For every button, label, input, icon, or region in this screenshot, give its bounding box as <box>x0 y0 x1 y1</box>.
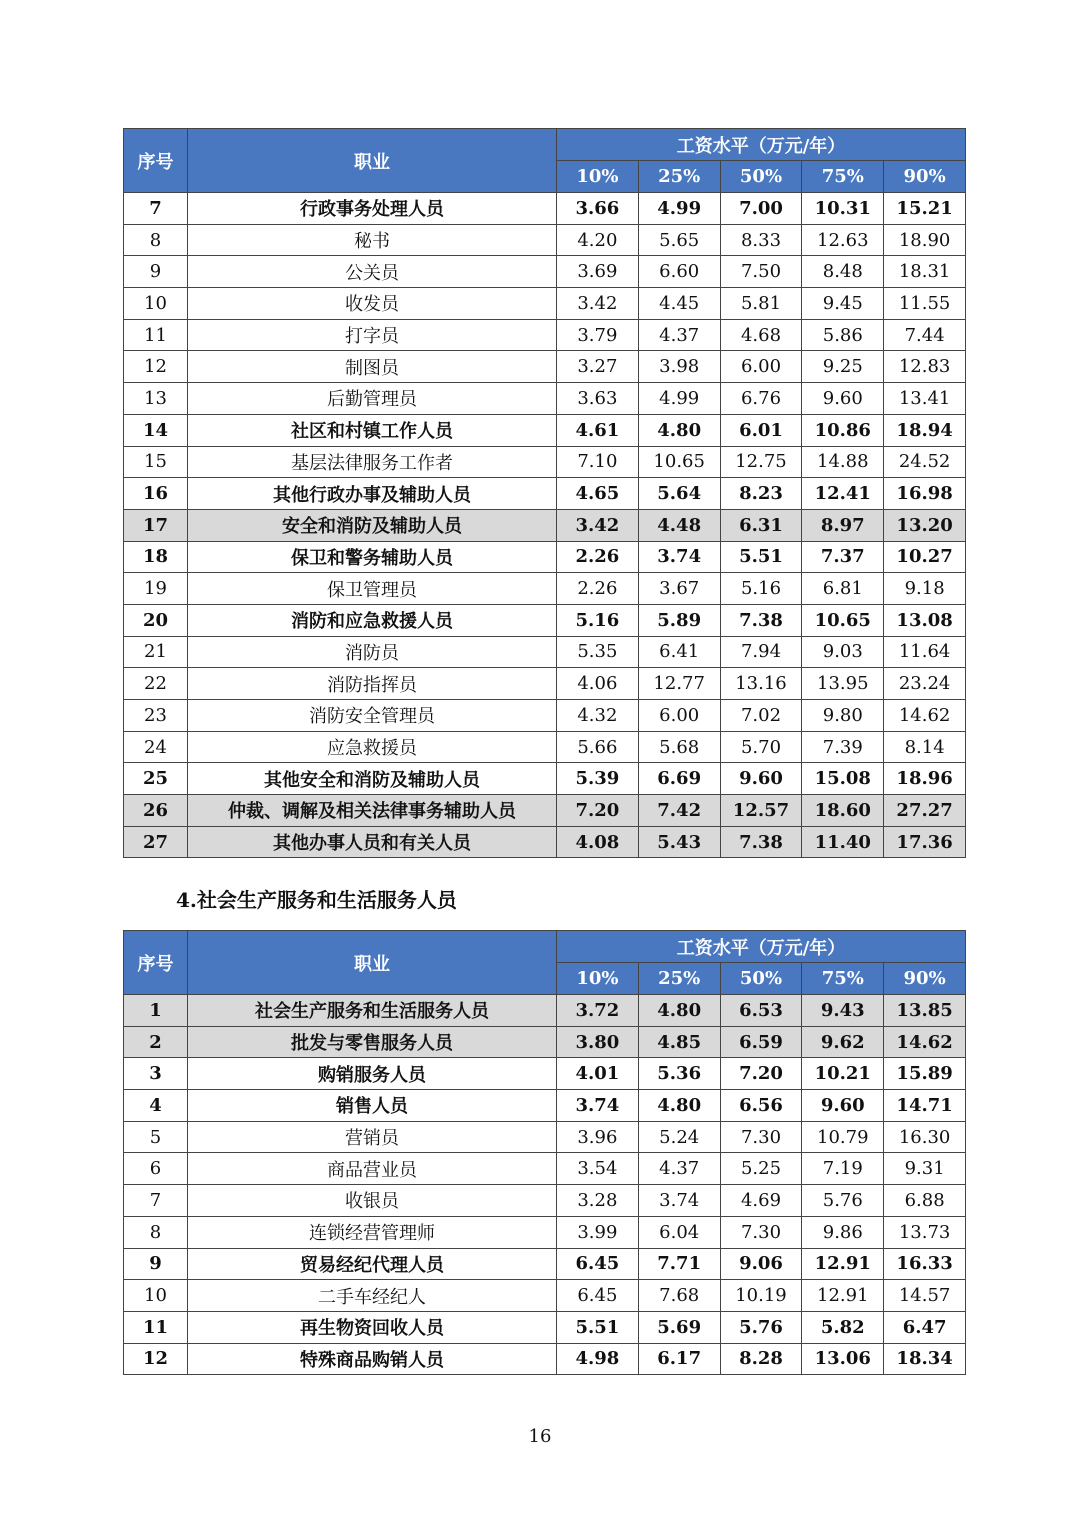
row-wage-p75: 10.31 <box>802 193 884 225</box>
row-seq: 10 <box>124 288 188 320</box>
row-wage-p10: 3.42 <box>557 509 639 541</box>
header-p25: 25% <box>638 161 720 193</box>
row-occupation: 批发与零售服务人员 <box>188 1026 557 1058</box>
row-wage-p10: 3.66 <box>557 193 639 225</box>
row-wage-p10: 4.98 <box>557 1343 639 1375</box>
header-p10: 10% <box>557 963 639 995</box>
row-wage-p90: 24.52 <box>884 446 966 478</box>
row-occupation: 其他行政办事及辅助人员 <box>188 478 557 510</box>
row-occupation: 保卫和警务辅助人员 <box>188 541 557 573</box>
row-occupation: 营销员 <box>188 1121 557 1153</box>
row-wage-p50: 4.68 <box>720 319 802 351</box>
row-wage-p75: 15.08 <box>802 763 884 795</box>
row-occupation: 商品营业员 <box>188 1153 557 1185</box>
row-seq: 17 <box>124 509 188 541</box>
row-wage-p75: 7.19 <box>802 1153 884 1185</box>
table-row <box>124 1216 966 1248</box>
row-wage-p50: 7.00 <box>720 193 802 225</box>
row-wage-p90: 13.85 <box>884 995 966 1027</box>
row-wage-p90: 13.20 <box>884 509 966 541</box>
row-wage-p10: 3.72 <box>557 995 639 1027</box>
row-wage-p90: 11.55 <box>884 288 966 320</box>
row-occupation: 打字员 <box>188 319 557 351</box>
table-row <box>124 1058 966 1090</box>
row-occupation: 特殊商品购销人员 <box>188 1343 557 1375</box>
header-seq: 序号 <box>124 129 188 193</box>
row-wage-p25: 4.85 <box>638 1026 720 1058</box>
table-body <box>124 995 966 1375</box>
header-p50: 50% <box>720 963 802 995</box>
row-wage-p50: 7.02 <box>720 700 802 732</box>
row-seq: 8 <box>124 224 188 256</box>
page-number: 16 <box>528 1426 552 1447</box>
section-title: 4.社会生产服务和生活服务人员 <box>176 888 457 912</box>
row-wage-p10: 4.61 <box>557 414 639 446</box>
row-seq: 2 <box>124 1026 188 1058</box>
row-wage-p90: 18.90 <box>884 224 966 256</box>
row-wage-p75: 12.91 <box>802 1248 884 1280</box>
row-wage-p90: 23.24 <box>884 668 966 700</box>
wage-table-administrative <box>123 128 966 858</box>
row-wage-p75: 18.60 <box>802 795 884 827</box>
row-wage-p90: 27.27 <box>884 795 966 827</box>
row-occupation: 其他办事人员和有关人员 <box>188 826 557 858</box>
row-wage-p10: 6.45 <box>557 1280 639 1312</box>
row-seq: 27 <box>124 826 188 858</box>
row-occupation: 后勤管理员 <box>188 383 557 415</box>
row-seq: 23 <box>124 700 188 732</box>
row-wage-p10: 2.26 <box>557 541 639 573</box>
row-wage-p25: 10.65 <box>638 446 720 478</box>
wage-table-service <box>123 930 966 1375</box>
table-row <box>124 1026 966 1058</box>
row-wage-p25: 6.41 <box>638 636 720 668</box>
row-wage-p75: 7.37 <box>802 541 884 573</box>
row-seq: 25 <box>124 763 188 795</box>
row-wage-p50: 9.60 <box>720 763 802 795</box>
row-occupation: 秘书 <box>188 224 557 256</box>
row-wage-p25: 4.80 <box>638 995 720 1027</box>
table-row <box>124 256 966 288</box>
row-wage-p50: 6.76 <box>720 383 802 415</box>
row-wage-p90: 16.30 <box>884 1121 966 1153</box>
row-wage-p25: 4.37 <box>638 319 720 351</box>
row-wage-p10: 7.10 <box>557 446 639 478</box>
row-wage-p25: 6.69 <box>638 763 720 795</box>
row-wage-p90: 16.33 <box>884 1248 966 1280</box>
row-wage-p75: 13.95 <box>802 668 884 700</box>
row-wage-p50: 5.51 <box>720 541 802 573</box>
row-wage-p25: 7.71 <box>638 1248 720 1280</box>
header-p90: 90% <box>884 161 966 193</box>
row-wage-p90: 9.18 <box>884 573 966 605</box>
row-occupation: 行政事务处理人员 <box>188 193 557 225</box>
row-occupation: 消防指挥员 <box>188 668 557 700</box>
row-wage-p10: 3.69 <box>557 256 639 288</box>
row-wage-p75: 13.06 <box>802 1343 884 1375</box>
row-wage-p75: 9.25 <box>802 351 884 383</box>
row-wage-p10: 3.42 <box>557 288 639 320</box>
row-wage-p75: 5.86 <box>802 319 884 351</box>
header-p75: 75% <box>802 963 884 995</box>
row-wage-p50: 6.53 <box>720 995 802 1027</box>
row-wage-p50: 6.56 <box>720 1090 802 1122</box>
row-wage-p25: 5.36 <box>638 1058 720 1090</box>
table-row <box>124 826 966 858</box>
row-wage-p50: 7.30 <box>720 1216 802 1248</box>
row-wage-p75: 12.63 <box>802 224 884 256</box>
row-wage-p25: 5.89 <box>638 604 720 636</box>
row-wage-p10: 4.20 <box>557 224 639 256</box>
row-wage-p25: 5.65 <box>638 224 720 256</box>
row-wage-p10: 4.65 <box>557 478 639 510</box>
row-wage-p75: 10.86 <box>802 414 884 446</box>
table-row <box>124 573 966 605</box>
row-wage-p10: 5.66 <box>557 731 639 763</box>
table-row <box>124 193 966 225</box>
row-wage-p25: 5.64 <box>638 478 720 510</box>
row-wage-p25: 3.74 <box>638 1185 720 1217</box>
row-wage-p90: 6.88 <box>884 1185 966 1217</box>
row-wage-p10: 5.35 <box>557 636 639 668</box>
table-row <box>124 446 966 478</box>
row-wage-p50: 12.75 <box>720 446 802 478</box>
row-wage-p90: 11.64 <box>884 636 966 668</box>
row-wage-p50: 12.57 <box>720 795 802 827</box>
row-seq: 20 <box>124 604 188 636</box>
row-wage-p75: 12.91 <box>802 1280 884 1312</box>
row-wage-p50: 8.28 <box>720 1343 802 1375</box>
row-seq: 19 <box>124 573 188 605</box>
table-body <box>124 193 966 858</box>
row-occupation: 基层法律服务工作者 <box>188 446 557 478</box>
table-row <box>124 700 966 732</box>
row-seq: 7 <box>124 1185 188 1217</box>
row-occupation: 公关员 <box>188 256 557 288</box>
table-row <box>124 351 966 383</box>
row-wage-p50: 6.00 <box>720 351 802 383</box>
row-wage-p75: 14.88 <box>802 446 884 478</box>
row-seq: 21 <box>124 636 188 668</box>
row-wage-p10: 5.51 <box>557 1311 639 1343</box>
row-occupation: 收银员 <box>188 1185 557 1217</box>
row-wage-p50: 7.20 <box>720 1058 802 1090</box>
row-wage-p75: 9.86 <box>802 1216 884 1248</box>
row-wage-p10: 3.99 <box>557 1216 639 1248</box>
row-wage-p25: 4.45 <box>638 288 720 320</box>
header-occupation: 职业 <box>188 931 557 995</box>
row-wage-p90: 14.62 <box>884 700 966 732</box>
row-wage-p90: 17.36 <box>884 826 966 858</box>
table-row <box>124 1121 966 1153</box>
table-row <box>124 763 966 795</box>
row-wage-p90: 13.73 <box>884 1216 966 1248</box>
row-seq: 18 <box>124 541 188 573</box>
header-wage-level: 工资水平（万元/年） <box>557 129 966 161</box>
row-wage-p75: 9.60 <box>802 1090 884 1122</box>
row-wage-p50: 6.01 <box>720 414 802 446</box>
row-seq: 11 <box>124 1311 188 1343</box>
row-wage-p90: 8.14 <box>884 731 966 763</box>
row-wage-p75: 10.65 <box>802 604 884 636</box>
table-row <box>124 383 966 415</box>
row-wage-p25: 4.80 <box>638 1090 720 1122</box>
row-wage-p50: 4.69 <box>720 1185 802 1217</box>
row-wage-p50: 5.70 <box>720 731 802 763</box>
row-wage-p25: 6.60 <box>638 256 720 288</box>
table-row <box>124 1090 966 1122</box>
row-seq: 26 <box>124 795 188 827</box>
row-wage-p50: 13.16 <box>720 668 802 700</box>
header-p10: 10% <box>557 161 639 193</box>
row-seq: 16 <box>124 478 188 510</box>
row-seq: 1 <box>124 995 188 1027</box>
row-wage-p25: 3.98 <box>638 351 720 383</box>
row-wage-p10: 7.20 <box>557 795 639 827</box>
table-row <box>124 1343 966 1375</box>
row-wage-p25: 6.17 <box>638 1343 720 1375</box>
row-occupation: 制图员 <box>188 351 557 383</box>
row-seq: 22 <box>124 668 188 700</box>
row-wage-p75: 9.45 <box>802 288 884 320</box>
row-wage-p10: 3.80 <box>557 1026 639 1058</box>
row-wage-p10: 5.39 <box>557 763 639 795</box>
row-wage-p25: 6.04 <box>638 1216 720 1248</box>
row-wage-p10: 5.16 <box>557 604 639 636</box>
row-wage-p90: 7.44 <box>884 319 966 351</box>
row-wage-p25: 4.99 <box>638 193 720 225</box>
row-wage-p75: 9.80 <box>802 700 884 732</box>
row-occupation: 销售人员 <box>188 1090 557 1122</box>
table-row <box>124 668 966 700</box>
row-occupation: 二手车经纪人 <box>188 1280 557 1312</box>
row-wage-p50: 9.06 <box>720 1248 802 1280</box>
row-wage-p75: 6.81 <box>802 573 884 605</box>
row-wage-p50: 5.16 <box>720 573 802 605</box>
row-wage-p10: 3.28 <box>557 1185 639 1217</box>
table-row <box>124 1311 966 1343</box>
row-wage-p90: 13.08 <box>884 604 966 636</box>
header-seq: 序号 <box>124 931 188 995</box>
table-row <box>124 288 966 320</box>
row-seq: 12 <box>124 1343 188 1375</box>
row-wage-p90: 18.31 <box>884 256 966 288</box>
row-wage-p75: 10.21 <box>802 1058 884 1090</box>
row-wage-p50: 6.31 <box>720 509 802 541</box>
row-occupation: 社会生产服务和生活服务人员 <box>188 995 557 1027</box>
row-wage-p90: 16.98 <box>884 478 966 510</box>
row-occupation: 再生物资回收人员 <box>188 1311 557 1343</box>
row-occupation: 连锁经营管理师 <box>188 1216 557 1248</box>
row-wage-p90: 15.89 <box>884 1058 966 1090</box>
row-occupation: 应急救援员 <box>188 731 557 763</box>
row-wage-p50: 7.30 <box>720 1121 802 1153</box>
row-wage-p10: 3.63 <box>557 383 639 415</box>
row-wage-p50: 7.38 <box>720 604 802 636</box>
row-wage-p75: 5.76 <box>802 1185 884 1217</box>
row-seq: 24 <box>124 731 188 763</box>
row-wage-p90: 18.34 <box>884 1343 966 1375</box>
row-wage-p10: 3.79 <box>557 319 639 351</box>
row-occupation: 贸易经纪代理人员 <box>188 1248 557 1280</box>
row-wage-p90: 18.96 <box>884 763 966 795</box>
row-seq: 4 <box>124 1090 188 1122</box>
row-seq: 5 <box>124 1121 188 1153</box>
row-wage-p75: 8.48 <box>802 256 884 288</box>
row-wage-p25: 4.48 <box>638 509 720 541</box>
row-wage-p10: 4.01 <box>557 1058 639 1090</box>
row-seq: 7 <box>124 193 188 225</box>
row-seq: 9 <box>124 256 188 288</box>
row-occupation: 消防员 <box>188 636 557 668</box>
row-wage-p10: 4.32 <box>557 700 639 732</box>
row-occupation: 社区和村镇工作人员 <box>188 414 557 446</box>
row-wage-p75: 12.41 <box>802 478 884 510</box>
header-p75: 75% <box>802 161 884 193</box>
table-row <box>124 414 966 446</box>
row-wage-p90: 14.62 <box>884 1026 966 1058</box>
table-row <box>124 1185 966 1217</box>
row-wage-p50: 7.50 <box>720 256 802 288</box>
row-wage-p50: 5.76 <box>720 1311 802 1343</box>
row-wage-p25: 4.80 <box>638 414 720 446</box>
table-row <box>124 731 966 763</box>
row-wage-p50: 8.23 <box>720 478 802 510</box>
row-wage-p90: 6.47 <box>884 1311 966 1343</box>
header-occupation: 职业 <box>188 129 557 193</box>
table-row <box>124 319 966 351</box>
row-wage-p75: 7.39 <box>802 731 884 763</box>
row-wage-p90: 9.31 <box>884 1153 966 1185</box>
row-occupation: 仲裁、调解及相关法律事务辅助人员 <box>188 795 557 827</box>
row-wage-p10: 3.27 <box>557 351 639 383</box>
row-wage-p25: 5.43 <box>638 826 720 858</box>
row-wage-p10: 6.45 <box>557 1248 639 1280</box>
row-occupation: 消防安全管理员 <box>188 700 557 732</box>
table-row <box>124 1280 966 1312</box>
row-seq: 15 <box>124 446 188 478</box>
row-wage-p10: 2.26 <box>557 573 639 605</box>
row-wage-p25: 5.69 <box>638 1311 720 1343</box>
table-row <box>124 224 966 256</box>
row-wage-p75: 8.97 <box>802 509 884 541</box>
row-wage-p10: 3.96 <box>557 1121 639 1153</box>
table-row <box>124 636 966 668</box>
row-occupation: 安全和消防及辅助人员 <box>188 509 557 541</box>
row-occupation: 收发员 <box>188 288 557 320</box>
table-row <box>124 509 966 541</box>
table-row <box>124 478 966 510</box>
row-wage-p25: 7.42 <box>638 795 720 827</box>
row-wage-p10: 3.74 <box>557 1090 639 1122</box>
row-wage-p90: 14.57 <box>884 1280 966 1312</box>
row-wage-p25: 7.68 <box>638 1280 720 1312</box>
header-wage-level: 工资水平（万元/年） <box>557 931 966 963</box>
row-wage-p25: 3.74 <box>638 541 720 573</box>
table-row <box>124 995 966 1027</box>
row-seq: 13 <box>124 383 188 415</box>
row-wage-p50: 5.81 <box>720 288 802 320</box>
row-occupation: 保卫管理员 <box>188 573 557 605</box>
row-seq: 12 <box>124 351 188 383</box>
row-occupation: 购销服务人员 <box>188 1058 557 1090</box>
row-wage-p90: 14.71 <box>884 1090 966 1122</box>
row-wage-p90: 10.27 <box>884 541 966 573</box>
row-wage-p25: 5.24 <box>638 1121 720 1153</box>
row-wage-p25: 3.67 <box>638 573 720 605</box>
header-p90: 90% <box>884 963 966 995</box>
header-p50: 50% <box>720 161 802 193</box>
header-p25: 25% <box>638 963 720 995</box>
row-wage-p10: 4.08 <box>557 826 639 858</box>
table-row <box>124 604 966 636</box>
row-seq: 8 <box>124 1216 188 1248</box>
row-wage-p25: 5.68 <box>638 731 720 763</box>
row-wage-p75: 9.43 <box>802 995 884 1027</box>
row-wage-p50: 7.38 <box>720 826 802 858</box>
row-wage-p75: 9.03 <box>802 636 884 668</box>
row-seq: 9 <box>124 1248 188 1280</box>
row-wage-p25: 4.37 <box>638 1153 720 1185</box>
row-wage-p90: 18.94 <box>884 414 966 446</box>
row-seq: 11 <box>124 319 188 351</box>
row-wage-p75: 9.62 <box>802 1026 884 1058</box>
row-wage-p75: 5.82 <box>802 1311 884 1343</box>
row-occupation: 消防和应急救援人员 <box>188 604 557 636</box>
row-seq: 10 <box>124 1280 188 1312</box>
row-wage-p75: 10.79 <box>802 1121 884 1153</box>
row-seq: 3 <box>124 1058 188 1090</box>
row-wage-p90: 13.41 <box>884 383 966 415</box>
table-row <box>124 795 966 827</box>
row-wage-p50: 5.25 <box>720 1153 802 1185</box>
row-wage-p50: 8.33 <box>720 224 802 256</box>
row-wage-p25: 4.99 <box>638 383 720 415</box>
row-occupation: 其他安全和消防及辅助人员 <box>188 763 557 795</box>
row-wage-p25: 6.00 <box>638 700 720 732</box>
row-wage-p75: 11.40 <box>802 826 884 858</box>
row-seq: 6 <box>124 1153 188 1185</box>
row-wage-p10: 4.06 <box>557 668 639 700</box>
row-wage-p10: 3.54 <box>557 1153 639 1185</box>
row-wage-p50: 7.94 <box>720 636 802 668</box>
row-wage-p90: 12.83 <box>884 351 966 383</box>
row-wage-p50: 6.59 <box>720 1026 802 1058</box>
table-row <box>124 541 966 573</box>
row-wage-p90: 15.21 <box>884 193 966 225</box>
row-wage-p25: 12.77 <box>638 668 720 700</box>
row-wage-p75: 9.60 <box>802 383 884 415</box>
row-seq: 14 <box>124 414 188 446</box>
table-row <box>124 1153 966 1185</box>
row-wage-p50: 10.19 <box>720 1280 802 1312</box>
table-row <box>124 1248 966 1280</box>
